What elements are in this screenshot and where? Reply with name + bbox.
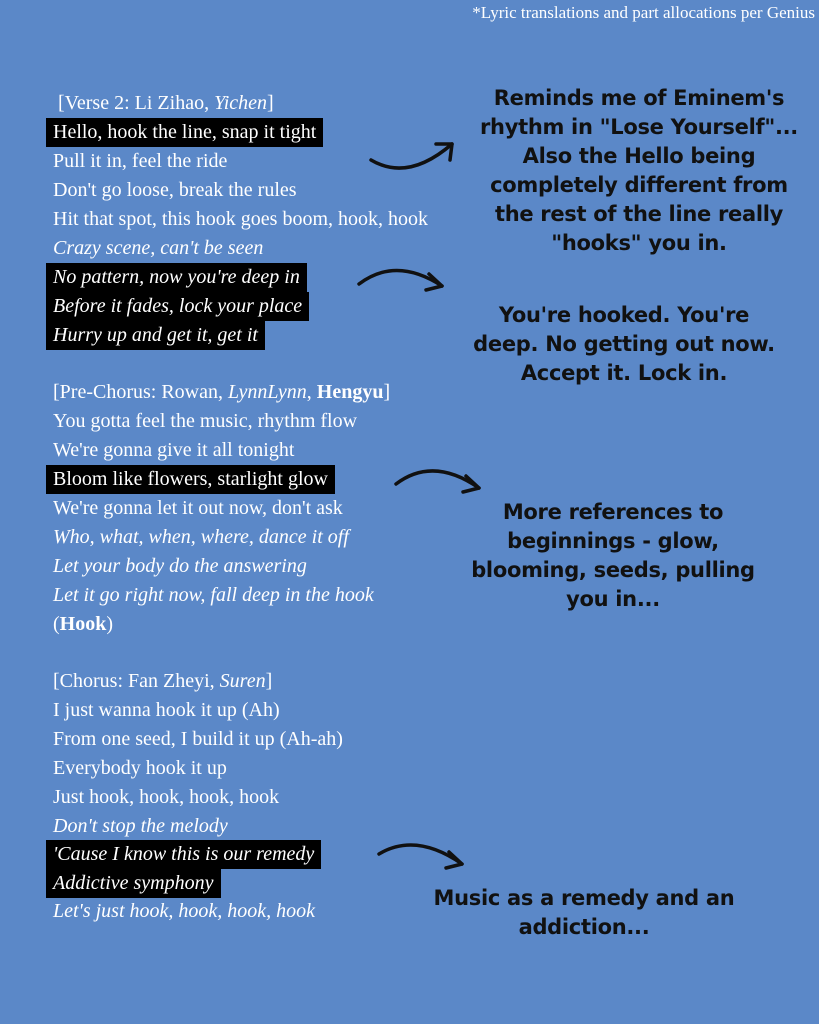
lyric-line: We're gonna give it all tonight (53, 439, 295, 461)
arrow-icon (368, 138, 460, 178)
lyric-line: Everybody hook it up (53, 757, 227, 779)
lyric-line: Let it go right now, fall deep in the hook (53, 584, 374, 606)
lyric-line: Before it fades, lock your place (46, 292, 309, 321)
lyric-line-hook: (Hook) (53, 613, 114, 635)
lyric-line: Hurry up and get it, get it (46, 321, 265, 350)
lyric-line: Hit that spot, this hook goes boom, hook, hook (53, 208, 428, 230)
lyric-line: From one seed, I build it up (Ah-ah) (53, 728, 343, 750)
chorus-header: [Chorus: Fan Zheyi, Suren] (53, 670, 273, 692)
lyric-line: Don't go loose, break the rules (53, 179, 297, 201)
lyric-line: Don't stop the melody (53, 815, 228, 837)
annotation-note: You're hooked. You're deep. No getting out now. Accept it. Lock in. (473, 303, 775, 385)
lyric-line: 'Cause I know this is our remedy (46, 840, 321, 869)
lyric-line: Pull it in, feel the ride (53, 150, 228, 172)
verse-2-header: [Verse 2: Li Zihao, Yichen] (58, 92, 274, 114)
lyric-line: Just hook, hook, hook, hook (53, 786, 280, 808)
lyric-line: Hello, hook the line, snap it tight (46, 118, 323, 147)
pre-chorus-header: [Pre-Chorus: Rowan, LynnLynn, Hengyu] (53, 381, 391, 403)
lyric-line: No pattern, now you're deep in (46, 263, 307, 292)
lyric-line: Crazy scene, can't be seen (53, 237, 264, 259)
lyric-line: You gotta feel the music, rhythm flow (53, 410, 358, 432)
lyric-line: Addictive symphony (46, 869, 221, 898)
lyric-line: Let's just hook, hook, hook, hook (53, 900, 316, 922)
annotation-note: Reminds me of Eminem's rhythm in "Lose Yourself"... Also the Hello being completely different from the rest of the line really "hooks" you in. (479, 86, 798, 255)
lyric-line: We're gonna let it out now, don't ask (53, 497, 343, 519)
lyric-line: Who, what, when, where, dance it off (53, 526, 349, 548)
lyric-line: Bloom like flowers, starlight glow (46, 465, 335, 494)
lyric-line: Let your body do the answering (53, 555, 307, 577)
annotation-note: More references to beginnings - glow, blooming, seeds, pulling you in... (471, 500, 755, 611)
arrow-icon (356, 262, 450, 296)
source-credit: *Lyric translations and part allocations per Genius (472, 3, 815, 22)
lyric-line: I just wanna hook it up (Ah) (53, 699, 280, 721)
arrow-icon (393, 462, 487, 496)
annotation-note: Music as a remedy and an addiction... (433, 886, 735, 939)
arrow-icon (376, 836, 470, 870)
